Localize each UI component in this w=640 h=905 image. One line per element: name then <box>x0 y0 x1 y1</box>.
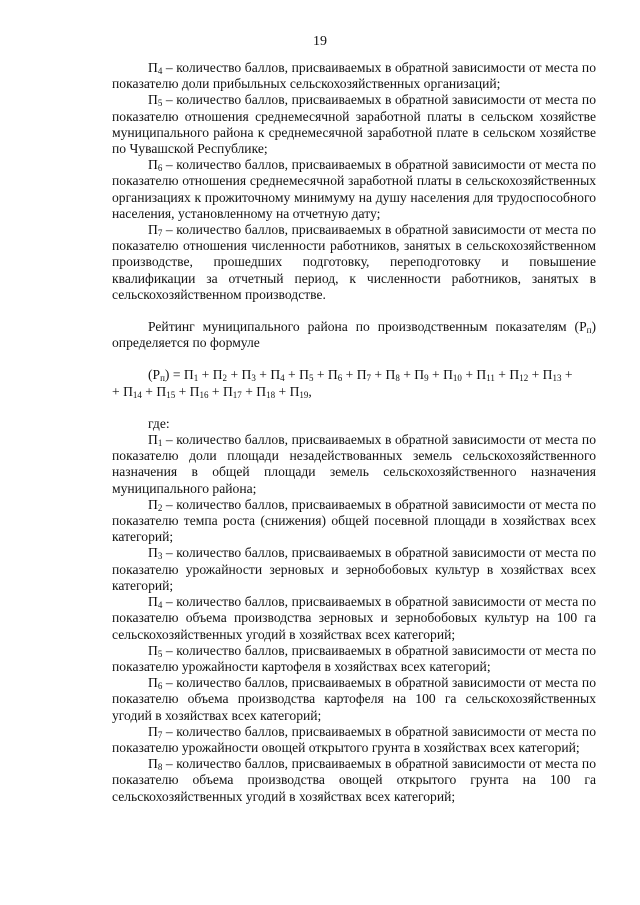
indicator-definition: $П_4$ – количество баллов, присваиваемых в обратной зависимости от места по показателю объема производства зерновых и зернобобовых культур на 100 га сельскохозяйственных угодий в хозяйствах всех категорий; <box>112 594 596 642</box>
indicator-definition: $П_5$ – количество баллов, присваиваемых в обратной зависимости от места по показателю урожайности картофеля в хозяйствах всех категорий; <box>112 642 596 674</box>
indicator-definition: $П_1$ – количество баллов, присваиваемых в обратной зависимости от места по показателю доли площади незадействованных земель сельскохозяйственного назначения в общей площади земель сельскохозяйственного назначения муниципального района; <box>112 432 596 496</box>
where-label: где: <box>148 415 170 431</box>
rating-formula: $(Р_п) = П_1 + П_2 + П_3 + П_4 + П_5 + П_6 + П_7 + П_8 + П_9 + П_{10} + П_{11} + П_{12} + П_{13}$ + + $П_{14} + П_{15} + П_{16} + П_{17} + П_{18} + П_{19}$, <box>112 367 573 400</box>
rating-intro: Рейтинг муниципального района по производственным показателям $(Р_п)$ определяется по формуле <box>112 319 596 351</box>
indicator-definition: $П_7$ – количество баллов, присваиваемых в обратной зависимости от места по показателю урожайности овощей открытого грунта в хозяйствах всех категорий; <box>112 723 596 755</box>
indicator-definition: $П_8$ – количество баллов, присваиваемых в обратной зависимости от места по показателю объема производства овощей открытого грунта на 100 га сельскохозяйственных угодий в хозяйствах всех категорий; <box>112 756 596 804</box>
indicator-definition: $П_6$ – количество баллов, присваиваемых в обратной зависимости от места по показателю объема производства картофеля на 100 га сельскохозяйственных угодий в хозяйствах всех категорий; <box>112 675 596 723</box>
indicator-definition: $П_7$ – количество баллов, присваиваемых в обратной зависимости от места по показателю отношения численности работников, занятых в сельскохозяйственном производстве, прошедших подготовку, переподготовку и повышение квалификации за отчетный период, к численности работников, занятых в сельскохозяйственном производстве. <box>112 222 596 302</box>
indicator-list-top <box>112 60 596 303</box>
indicator-definition: $П_5$ – количество баллов, присваиваемых в обратной зависимости от места по показателю отношения среднемесячной заработной платы в сельском хозяйстве муниципального района к среднемесячной заработной плате в сельском хозяйстве по Чувашской Республике; <box>112 92 596 157</box>
indicator-list-bottom <box>112 432 596 805</box>
indicator-definition: $П_2$ – количество баллов, присваиваемых в обратной зависимости от места по показателю темпа роста (снижения) общей посевной площади в хозяйствах всех категорий; <box>112 496 596 545</box>
indicator-definition: $П_6$ – количество баллов, присваиваемых в обратной зависимости от места по показателю отношения среднемесячной заработной платы в сельскохозяйственных организациях к прожиточному минимуму на душу населения для трудоспособного населения, установленному на отчетную дату; <box>112 157 596 221</box>
document-body <box>112 60 596 805</box>
indicator-definition: $П_3$ – количество баллов, присваиваемых в обратной зависимости от места по показателю урожайности зерновых и зернобобовых культур в хозяйствах всех категорий; <box>112 545 596 593</box>
page-number: 19 <box>313 34 327 49</box>
indicator-definition: $П_4$ – количество баллов, присваиваемых в обратной зависимости от места по показателю доли прибыльных сельскохозяйственных организаций; <box>112 60 596 92</box>
